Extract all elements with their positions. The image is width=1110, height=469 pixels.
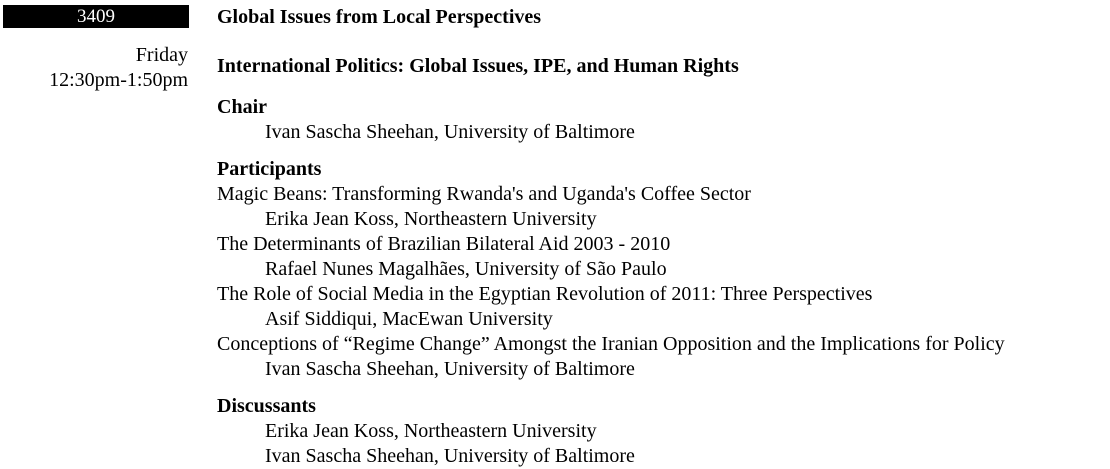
session-schedule	[49, 43, 188, 93]
paper-author: Asif Siddiqui, MacEwan University	[265, 308, 553, 330]
participants-label: Participants	[217, 158, 322, 180]
paper-title: The Role of Social Media in the Egyptian Revolution of 2011: Three Perspectives	[217, 283, 873, 305]
session-time: 12:30pm-1:50pm	[49, 69, 188, 91]
chair-person: Ivan Sascha Sheehan, University of Baltimore	[265, 121, 635, 143]
paper-item	[217, 332, 1107, 382]
paper-title: Conceptions of “Regime Change” Amongst the Iranian Opposition and the Implications for Policy	[217, 333, 1005, 355]
paper-title: The Determinants of Brazilian Bilateral Aid 2003 - 2010	[217, 233, 671, 255]
session-details	[217, 5, 1107, 469]
paper-item	[217, 182, 1107, 232]
paper-item	[217, 282, 1107, 332]
paper-title: Magic Beans: Transforming Rwanda's and Uganda's Coffee Sector	[217, 183, 751, 205]
paper-author: Rafael Nunes Magalhães, University of São Paulo	[265, 258, 667, 280]
discussant-person: Ivan Sascha Sheehan, University of Baltimore	[265, 445, 635, 467]
paper-item	[217, 232, 1107, 282]
chair-label: Chair	[217, 96, 267, 118]
session-day: Friday	[135, 44, 188, 66]
discussant-person: Erika Jean Koss, Northeastern University	[265, 420, 597, 442]
session-number-badge: 3409	[3, 5, 189, 28]
panel-section: International Politics: Global Issues, IPE, and Human Rights	[217, 55, 739, 77]
discussants-label: Discussants	[217, 395, 316, 417]
paper-author: Ivan Sascha Sheehan, University of Baltimore	[265, 358, 635, 380]
panel-title: Global Issues from Local Perspectives	[217, 6, 542, 28]
paper-author: Erika Jean Koss, Northeastern University	[265, 208, 597, 230]
